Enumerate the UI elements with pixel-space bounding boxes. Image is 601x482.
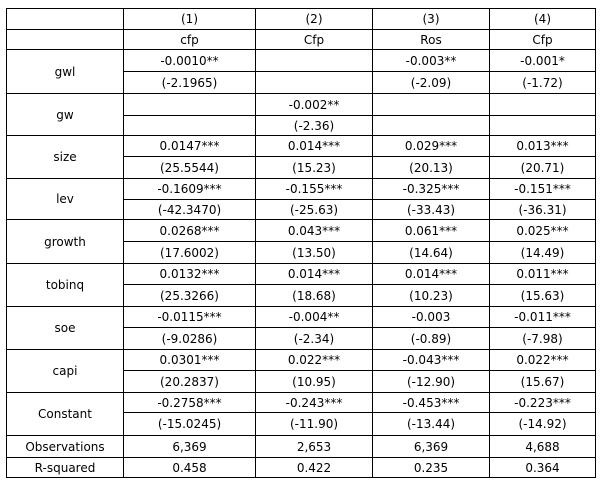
tstat-cell: (10.95): [256, 371, 373, 393]
observations-cell: 6,369: [124, 436, 256, 458]
col-number-1: (1): [124, 9, 256, 30]
tstat-cell: (15.23): [256, 157, 373, 179]
coefficient-cell: 0.011***: [490, 264, 596, 285]
tstat-cell: (-9.0286): [124, 328, 256, 350]
tstat-cell: (20.2837): [124, 371, 256, 393]
tstat-cell: (-42.3470): [124, 200, 256, 220]
variable-label: gwl: [7, 50, 124, 94]
coefficient-cell: -0.453***: [373, 393, 490, 413]
tstat-cell: (-1.72): [490, 72, 596, 94]
dep-var-3: Ros: [373, 30, 490, 50]
tstat-cell: (25.3266): [124, 285, 256, 307]
r-squared-cell: 0.235: [373, 458, 490, 478]
coefficient-cell: 0.022***: [490, 350, 596, 371]
coefficient-row: [7, 94, 596, 116]
tstat-cell: (-2.34): [256, 328, 373, 350]
tstat-cell: (15.63): [490, 285, 596, 307]
coefficient-cell: 0.0268***: [124, 220, 256, 242]
coefficient-row: [7, 179, 596, 200]
coefficient-cell: -0.003**: [373, 50, 490, 72]
coefficient-cell: -0.325***: [373, 179, 490, 200]
tstat-cell: [490, 116, 596, 136]
observations-label: Observations: [7, 436, 124, 458]
coefficient-cell: 0.029***: [373, 136, 490, 157]
col-number-2: (2): [256, 9, 373, 30]
variable-label: Constant: [7, 393, 124, 436]
observations-cell: 4,688: [490, 436, 596, 458]
col-number-4: (4): [490, 9, 596, 30]
variable-label: lev: [7, 179, 124, 220]
tstat-cell: (-13.44): [373, 413, 490, 436]
variable-label: soe: [7, 307, 124, 350]
variable-label: capi: [7, 350, 124, 393]
coefficient-row: [7, 136, 596, 157]
observations-cell: 2,653: [256, 436, 373, 458]
coefficient-cell: [124, 94, 256, 116]
tstat-cell: [124, 116, 256, 136]
coefficient-cell: 0.043***: [256, 220, 373, 242]
tstat-cell: (-15.0245): [124, 413, 256, 436]
dependent-variable-row: [7, 30, 596, 50]
tstat-cell: (20.71): [490, 157, 596, 179]
coefficient-cell: -0.011***: [490, 307, 596, 328]
coefficient-cell: 0.022***: [256, 350, 373, 371]
tstat-cell: (-25.63): [256, 200, 373, 220]
coefficient-row: [7, 307, 596, 328]
coefficient-row: [7, 220, 596, 242]
coefficient-cell: 0.013***: [490, 136, 596, 157]
observations-row: [7, 436, 596, 458]
coefficient-row: [7, 393, 596, 413]
tstat-cell: (-2.1965): [124, 72, 256, 94]
regression-table-container: [6, 8, 596, 478]
coefficient-cell: -0.243***: [256, 393, 373, 413]
coefficient-cell: [256, 50, 373, 72]
tstat-cell: (-0.89): [373, 328, 490, 350]
tstat-cell: (14.64): [373, 242, 490, 264]
variable-label: tobinq: [7, 264, 124, 307]
tstat-cell: (-11.90): [256, 413, 373, 436]
coefficient-cell: -0.003: [373, 307, 490, 328]
tstat-cell: (17.6002): [124, 242, 256, 264]
tstat-cell: (10.23): [373, 285, 490, 307]
variable-label: gw: [7, 94, 124, 136]
coefficient-cell: 0.014***: [256, 264, 373, 285]
r-squared-label: R-squared: [7, 458, 124, 478]
coefficient-cell: -0.004**: [256, 307, 373, 328]
coefficient-cell: 0.014***: [256, 136, 373, 157]
tstat-cell: (20.13): [373, 157, 490, 179]
coefficient-cell: -0.151***: [490, 179, 596, 200]
r-squared-cell: 0.364: [490, 458, 596, 478]
dep-var-1: cfp: [124, 30, 256, 50]
coefficient-cell: 0.0132***: [124, 264, 256, 285]
tstat-cell: (15.67): [490, 371, 596, 393]
dep-var-2: Cfp: [256, 30, 373, 50]
tstat-cell: [256, 72, 373, 94]
coefficient-row: [7, 50, 596, 72]
tstat-cell: (-12.90): [373, 371, 490, 393]
r-squared-cell: 0.422: [256, 458, 373, 478]
coefficient-cell: -0.1609***: [124, 179, 256, 200]
coefficient-cell: 0.0147***: [124, 136, 256, 157]
tstat-cell: (18.68): [256, 285, 373, 307]
tstat-cell: (-2.36): [256, 116, 373, 136]
coefficient-cell: -0.155***: [256, 179, 373, 200]
coefficient-cell: 0.025***: [490, 220, 596, 242]
tstat-cell: [373, 116, 490, 136]
variable-label: size: [7, 136, 124, 179]
coefficient-cell: -0.0115***: [124, 307, 256, 328]
coefficient-cell: -0.043***: [373, 350, 490, 371]
coefficient-cell: -0.0010**: [124, 50, 256, 72]
tstat-cell: (-36.31): [490, 200, 596, 220]
col-number-3: (3): [373, 9, 490, 30]
tstat-cell: (-2.09): [373, 72, 490, 94]
tstat-cell: (25.5544): [124, 157, 256, 179]
tstat-cell: (-14.92): [490, 413, 596, 436]
header-blank-cell: [7, 30, 124, 50]
coefficient-cell: 0.014***: [373, 264, 490, 285]
coefficient-cell: 0.061***: [373, 220, 490, 242]
tstat-cell: (14.49): [490, 242, 596, 264]
header-blank-cell: [7, 9, 124, 30]
tstat-cell: (-33.43): [373, 200, 490, 220]
column-number-row: [7, 9, 596, 30]
coefficient-row: [7, 350, 596, 371]
coefficient-cell: -0.223***: [490, 393, 596, 413]
regression-table-body: [7, 9, 596, 478]
coefficient-cell: [373, 94, 490, 116]
coefficient-cell: -0.001*: [490, 50, 596, 72]
coefficient-cell: 0.0301***: [124, 350, 256, 371]
regression-table: [6, 8, 596, 478]
observations-cell: 6,369: [373, 436, 490, 458]
tstat-cell: (-7.98): [490, 328, 596, 350]
coefficient-row: [7, 264, 596, 285]
tstat-cell: (13.50): [256, 242, 373, 264]
r-squared-cell: 0.458: [124, 458, 256, 478]
coefficient-cell: -0.2758***: [124, 393, 256, 413]
variable-label: growth: [7, 220, 124, 264]
dep-var-4: Cfp: [490, 30, 596, 50]
coefficient-cell: [490, 94, 596, 116]
coefficient-cell: -0.002**: [256, 94, 373, 116]
r-squared-row: [7, 458, 596, 478]
